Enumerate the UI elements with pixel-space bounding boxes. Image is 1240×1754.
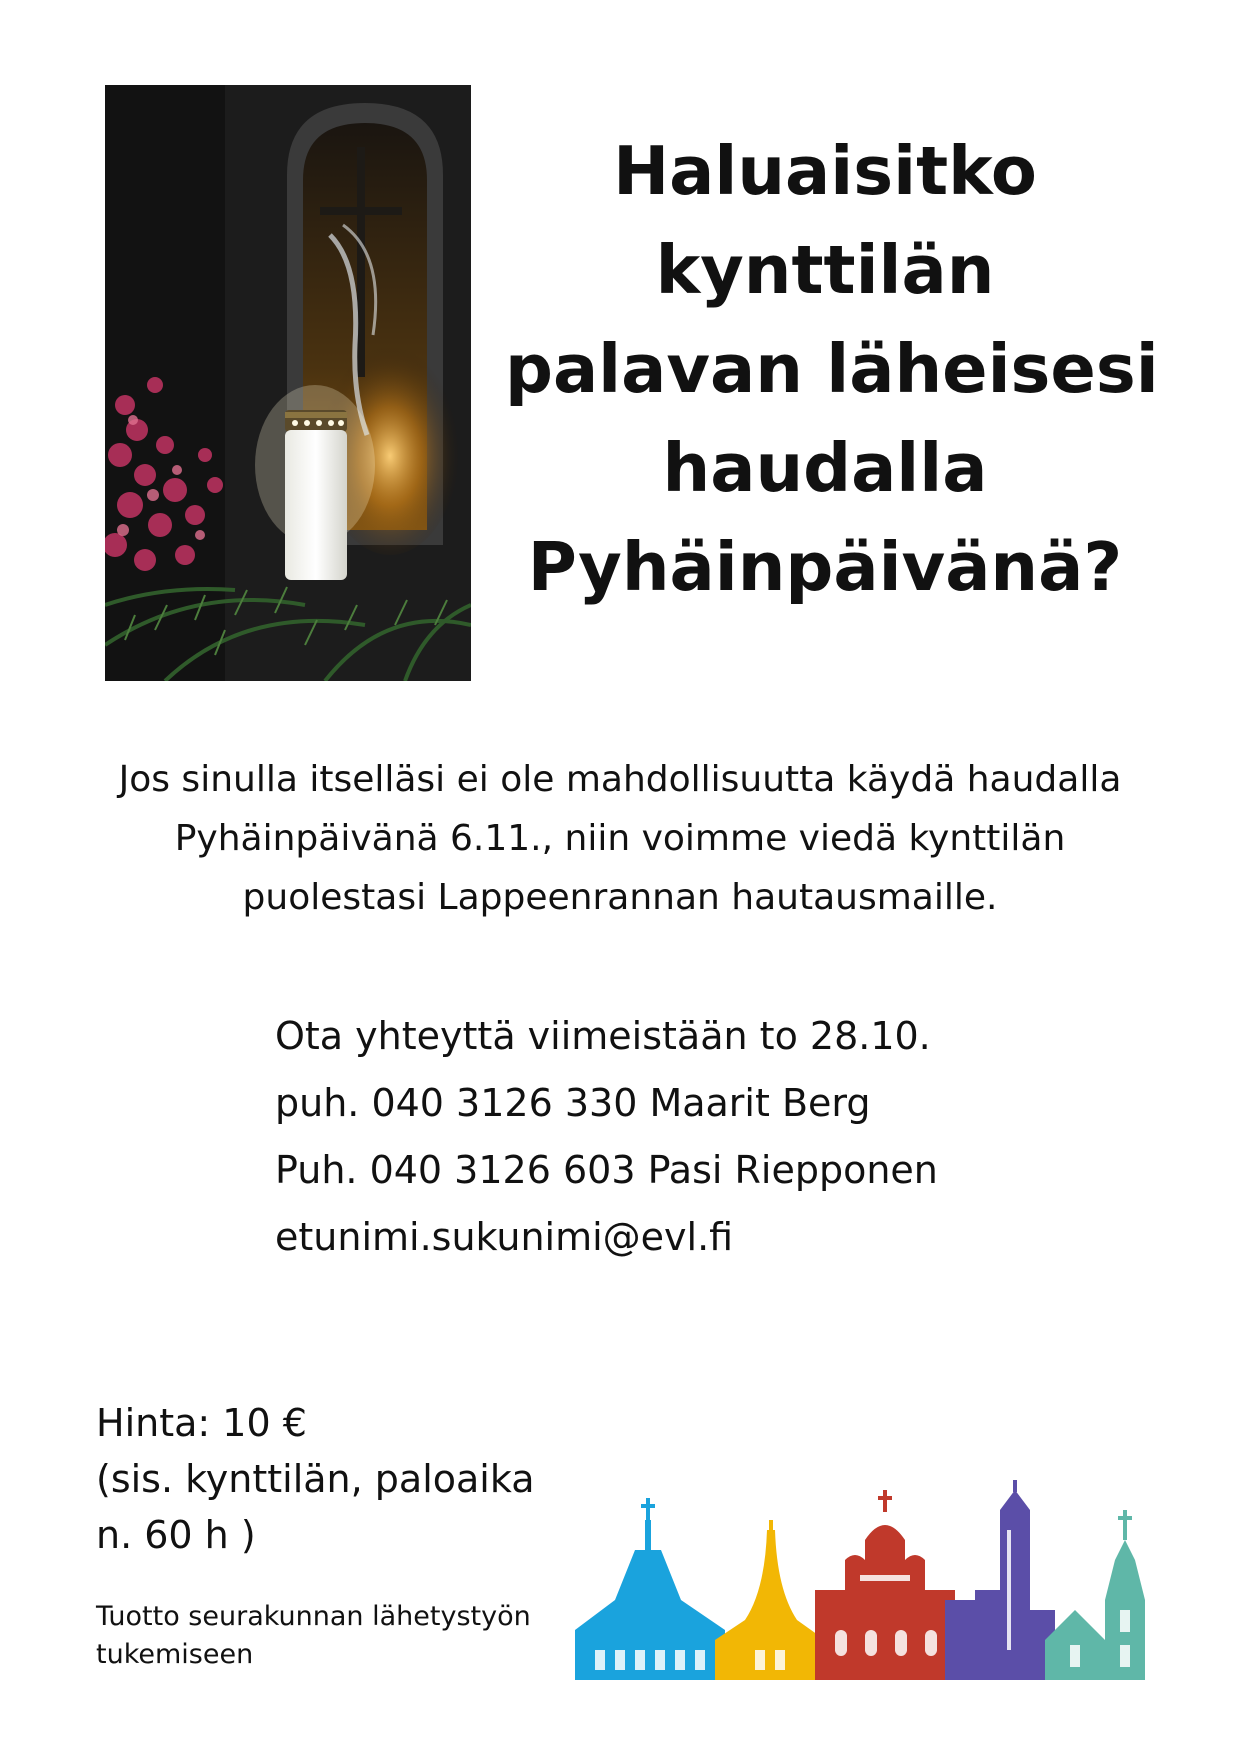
intro-paragraph <box>60 750 1180 927</box>
headline-line: Haluaisitko <box>613 132 1037 210</box>
price-line: n. 60 h ) <box>96 1513 256 1557</box>
intro-line: puolestasi Lappeenrannan hautausmaille. <box>242 877 998 918</box>
proceeds-note <box>96 1598 576 1674</box>
headline-line: Pyhäinpäivänä? <box>527 528 1123 606</box>
grave-candle-photo <box>105 85 471 681</box>
proceeds-line: Tuotto seurakunnan lähetystyön <box>96 1601 531 1632</box>
grave-candle-illustration <box>105 85 471 681</box>
proceeds-line: tukemiseen <box>96 1639 254 1670</box>
church-skyline-icon <box>575 1480 1155 1680</box>
contact-email: etunimi.sukunimi@evl.fi <box>275 1215 734 1259</box>
price-line: (sis. kynttilän, paloaika <box>96 1457 535 1501</box>
intro-line: Pyhäinpäivänä 6.11., niin voimme viedä kynttilän <box>174 818 1066 859</box>
parish-churches-logo <box>575 1480 1155 1680</box>
contact-deadline: Ota yhteyttä viimeistään to 28.10. <box>275 1014 931 1058</box>
headline <box>505 122 1159 617</box>
headline-line: palavan läheisesi <box>505 330 1159 408</box>
price-block <box>96 1395 576 1563</box>
price-line: Hinta: 10 € <box>96 1401 307 1445</box>
contact-phone-maarit: puh. 040 3126 330 Maarit Berg <box>275 1081 871 1125</box>
headline-line: kynttilän <box>655 231 995 309</box>
headline-line: haudalla <box>662 429 988 507</box>
contact-phone-pasi: Puh. 040 3126 603 Pasi Riepponen <box>275 1148 938 1192</box>
contact-block <box>275 1003 1035 1271</box>
intro-line: Jos sinulla itselläsi ei ole mahdollisuutta käydä haudalla <box>118 759 1122 800</box>
